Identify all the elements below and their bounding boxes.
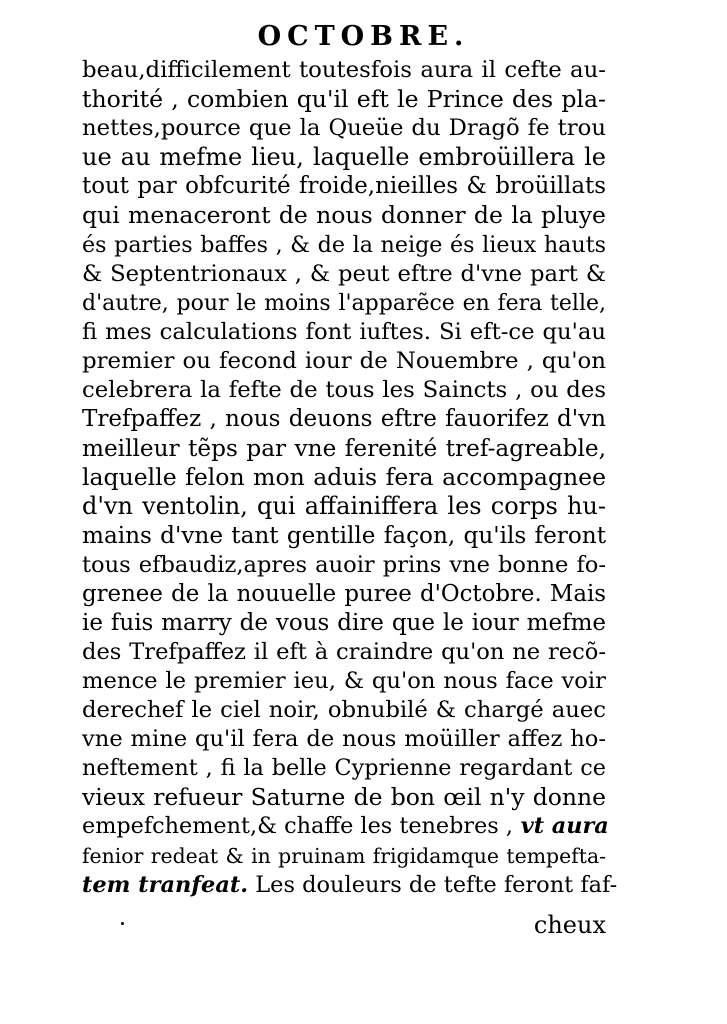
- italic-segment: vt aura: [512, 813, 609, 840]
- text-line-mixed: [82, 871, 618, 900]
- text-line: celebrera la fefte de tous les Saincts , ou des: [82, 377, 606, 404]
- text-line: vne mine qu'il fera de nous moüiller affez ho-: [82, 726, 606, 753]
- text-line: des Trefpaffez il eft à craindre qu'on ne recõ-: [82, 638, 606, 665]
- text-line: vieux refueur Saturne de bon œil n'y donne: [82, 783, 606, 812]
- text-line-italic: fenior redeat & in pruinam frigidamque tempefta-: [82, 843, 606, 868]
- text-line: qui menaceront de nous donner de la pluye: [82, 201, 606, 230]
- text-line: derechef le ciel noir, obnubilé & chargé auec: [82, 697, 606, 724]
- text-line: és parties baffes , & de la neige és lieux hauts: [82, 231, 606, 258]
- text-line: ie fuis marry de vous dire que le iour mefme: [82, 609, 606, 636]
- text-line: Trefpaffez , nous deuons eftre fauorifez d'vn: [82, 406, 606, 433]
- text-line: meilleur tẽps par vne ferenité tref-agreable,: [82, 435, 606, 463]
- text-line: & Septentrionaux , & peut eftre d'vne part &: [82, 260, 606, 287]
- roman-segment: empefchement,& chaffe les tenebres ,: [82, 813, 513, 840]
- text-line: ue au mefme lieu, laquelle embroüillera le: [82, 143, 606, 172]
- running-head: OCTOBRE.: [257, 21, 470, 52]
- text-line: laquelle felon mon aduis fera accompagnee: [82, 463, 606, 492]
- text-line: neftement , fi la belle Cyprienne regardant ce: [82, 755, 606, 782]
- catchword: cheux: [533, 911, 606, 939]
- italic-segment: tem tranfeat.: [82, 871, 249, 898]
- text-line: premier ou fecond iour de Nouembre , qu'on: [82, 347, 606, 374]
- text-line: grenee de la nouuelle puree d'Octobre. Mais: [82, 580, 606, 607]
- text-line: thorité , combien qu'il eft le Prince des pla-: [82, 85, 606, 114]
- text-line: mains d'vne tant gentille façon, qu'ils feront: [82, 522, 606, 549]
- text-line: fi mes calculations font iuftes. Si eft-ce qu'au: [82, 318, 606, 345]
- text-line: d'autre, pour le moins l'apparẽce en fera telle,: [82, 290, 606, 316]
- text-line: tous efbaudiz,apres auoir prins vne bonne fo-: [82, 551, 606, 578]
- text-line: mence le premier ieu, & qu'on nous face voir: [82, 667, 606, 694]
- roman-segment: Les douleurs de tefte feront faf-: [248, 871, 618, 898]
- text-line: nettes,pource que la Queüe du Dragõ fe trou: [82, 115, 606, 142]
- text-line: d'vn ventolin, qui affainiffera les corps hu-: [82, 492, 606, 521]
- body-text: [82, 56, 618, 900]
- text-line: beau,difficilement toutesfois aura il cefte au-: [82, 57, 606, 83]
- text-line-mixed: [82, 812, 609, 841]
- text-line: tout par obfcurité froide,nieilles & broüillats: [82, 173, 606, 200]
- ink-speck: [121, 922, 124, 925]
